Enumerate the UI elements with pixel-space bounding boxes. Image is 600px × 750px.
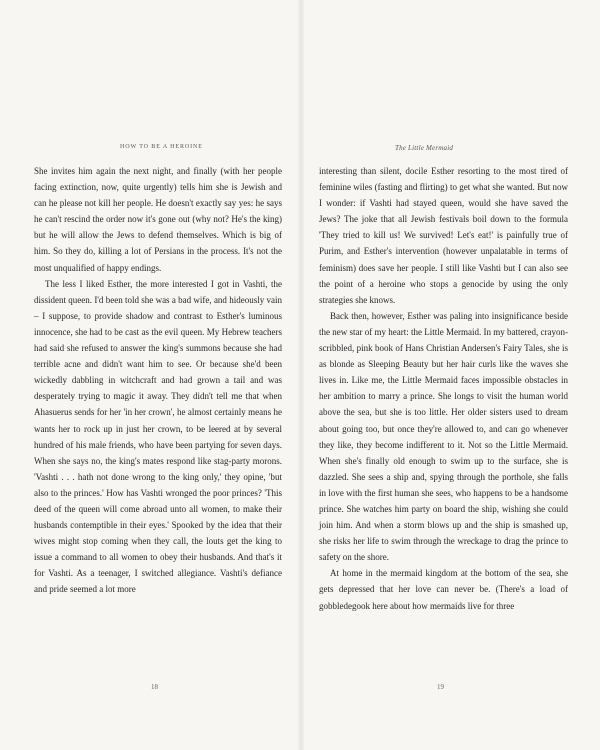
right-paragraph-3: At home in the mermaid kingdom at the bottom of the sea, she gets depressed that her love can never be. (There's a load of gobbledegook here about how mermaids live for three [319, 568, 568, 611]
left-paragraph-1: She invites him again the next night, and finally (with her people facing extinction, now, quite urgently) tells him she is Jewish and can he please not kill her people. He doesn't exactly say yes: he says he can't rescind the order now it's gone out (why not? He's the king) but he will allow the Jews to defend themselves. Which is big of him. So they do, killing a lot of Persians in the process. It's not the most unqualified of happy endings. [34, 166, 282, 273]
left-paragraph-2: The less I liked Esther, the more interested I got in Vashti, the dissident queen. I'd been told she was a bad wife, and hideously vain – I suppose, to provide shadow and contrast to Esther's luminous innocence, she had to be cast as the evil queen. My Hebrew teachers had said she refused to answer the king's summons because she had terrible acne and didn't want him to see. Or because she'd been wickedly dabbling in witchcraft and had grown a tail and was desperately trying to magic it away. They didn't tell me that when Ahasuerus sends for her 'in her crown', he almost certainly means he wants her to rock up in just her crown, to be leered at by several hundred of his male friends, who have been partying for seven days. When she says no, the king's mates respond like stag-party morons. 'Vashti . . . hath not done wrong to the king only,' they opine, 'but also to the princes.' How has Vashti wronged the poor princes? 'This deed of the queen will come abroad unto all women, to make their husbands contemptible in their eyes.' Spooked by the idea that their wives might stop coming when they call, the louts get the king to issue a command to all women to obey their husbands. And that's it for Vashti. As a teenager, I switched allegiance. Vashti's defiance and pride seemed a lot more [34, 278, 282, 595]
right-page-number: 19 [437, 683, 444, 691]
right-paragraph-2: Back then, however, Esther was paling into insignificance beside the new star of my heart: the Little Mermaid. In my battered, crayon-scribbled, pink book of Hans Christian Andersen's Fairy Tales, she is as blonde as Sleeping Beauty but her hair curls like the waves she lives in. Like me, the Little Mermaid faces impossible obstacles in her ambition to marry a prince. She longs to visit the human world above the sea, but she is too little. Her older sisters used to dream about going too, but once they're allowed to, and can go whenever they like, they become indifferent to it. Not so the Little Mermaid. When she's finally old enough to swim up to the surface, she is dazzled. She sees a ship and, spying through the porthole, she falls in love with the first human she sees, who happens to be a handsome prince. She watches him party on board the ship, wishing she could join him. And when a storm blows up and the ship is smashed up, she risks her life to swim through the wreckage to drag the prince to safety on the shore. [319, 310, 568, 563]
right-running-head: The Little Mermaid [395, 144, 454, 152]
right-paragraph-1: interesting than silent, docile Esther resorting to the most tired of feminine wiles (fasting and flirting) to get what she wanted. But now I wonder: if Vashti had stayed queen, would she have saved the Jews? The joke that all Jewish festivals boil down to the formula 'They tried to kill us! We survived! Let's eat!' is painfully true of Purim, and Esther's intervention (however unpalatable in terms of feminism) does save her people. I still like Vashti but I can also see the point of a heroine who stops a genocide by using the only strategies she knows. [319, 166, 568, 305]
left-running-head: HOW TO BE A HEROINE [120, 144, 203, 150]
left-page-number: 18 [151, 683, 158, 691]
book-gutter [298, 0, 304, 750]
right-page-body [319, 163, 568, 614]
left-page-body [34, 163, 282, 598]
